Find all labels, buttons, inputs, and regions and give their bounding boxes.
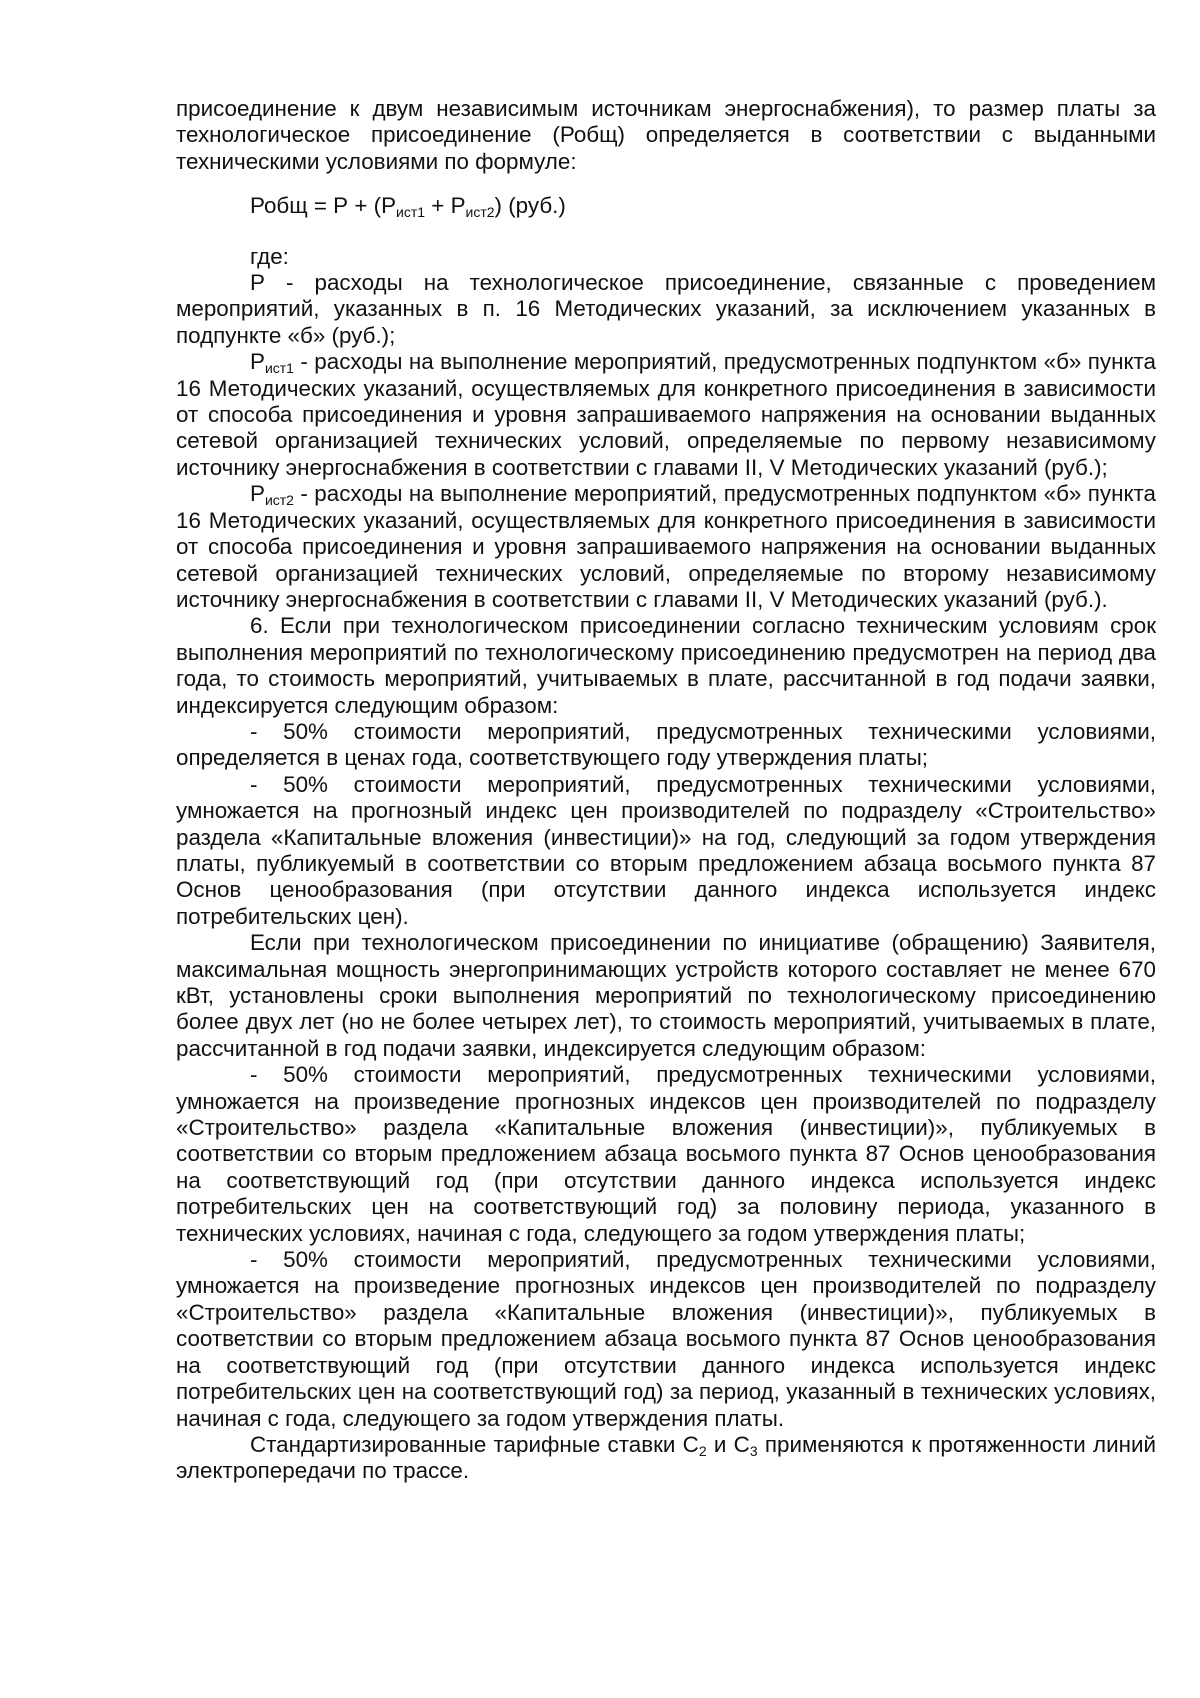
symbol-p: Р [250, 481, 265, 507]
where-label: где: [250, 243, 289, 269]
intro-paragraph: присоединение к двум независимым источникам энергоснабжения), то размер платы за технологическое присоединение (Робщ) определяется в соответствии с выданными техническими условиями по формуле: [176, 96, 1156, 174]
formula-sub1: ист1 [396, 204, 426, 221]
final-text-a: Стандартизированные тарифные ставки С [250, 1431, 699, 1457]
symbol-sub-ist2: ист2 [264, 492, 294, 509]
final-sub-2: 2 [698, 1442, 707, 1459]
clause-670kw-item-1: - 50% стоимости мероприятий, предусмотренных техническими условиями, умножается на произведение прогнозных индексов цен производителей по подразделу «Строительство» раздела «Капитальные вложения (инвестиции)», публикуемых в соответствии со вторым предложением абзаца восьмого пункта 87 Основ ценообразования на соответствующий год (при отсутствии данного индекса используется индекс потребительских цен на соответствующий год) за половину периода, указанного в технических условиях, начиная с года, следующего за годом утверждения платы; [176, 1062, 1156, 1246]
symbol-p: Р [250, 349, 265, 375]
definition-text-ist1: - расходы на выполнение мероприятий, предусмотренных подпунктом «б» пункта 16 Методических указаний, осуществляемых для конкретного присоединения в зависимости от способа присоединения и уровня запрашиваемого напряжения на основании выданных сетевой организацией технических условий, определяемые по первому независимому источнику энергоснабжения в соответствии с главами II, V Методических указаний (руб.); [176, 349, 1156, 480]
formula [176, 175, 1156, 237]
final-text-b: и С [706, 1431, 750, 1457]
definition-p: Р - расходы на технологическое присоединение, связанные с проведением мероприятий, указанных в п. 16 Методических указаний, за исключением указанных в подпункте «б» (руб.); [176, 270, 1156, 348]
formula-lhs: Робщ = Р + (Р [250, 193, 397, 219]
definition-text-ist2: - расходы на выполнение мероприятий, предусмотренных подпунктом «б» пункта 16 Методических указаний, осуществляемых для конкретного присоединения в зависимости от способа присоединения и уровня запрашиваемого напряжения на основании выданных сетевой организацией технических условий, определяемые по второму независимому источнику энергоснабжения в соответствии с главами II, V Методических указаний (руб.). [176, 481, 1156, 612]
formula-plus: + Р [425, 193, 466, 219]
clause-670kw-item-2: - 50% стоимости мероприятий, предусмотренных техническими условиями, умножается на произведение прогнозных индексов цен производителей по подразделу «Строительство» раздела «Капитальные вложения (инвестиции)», публикуемых в соответствии со вторым предложением абзаца восьмого пункта 87 Основ ценообразования на соответствующий год (при отсутствии данного индекса используется индекс потребительских цен на соответствующий год) за период, указанный в технических условиях, начиная с года, следующего за годом утверждения платы. [176, 1247, 1156, 1431]
definition-p-ist1 [176, 349, 1156, 481]
final-text-c: применяются к протяженности линий электропередачи по трассе. [176, 1431, 1156, 1484]
definition-p-ist2 [176, 481, 1156, 613]
final-sub-3: 3 [749, 1442, 758, 1459]
final-paragraph [176, 1432, 1156, 1485]
symbol-sub-ist1: ист1 [264, 360, 294, 377]
clause-6-item-2: - 50% стоимости мероприятий, предусмотренных техническими условиями, умножается на прогнозный индекс цен производителей по подразделу «Строительство» раздела «Капитальные вложения (инвестиции)» на год, следующий за годом утверждения платы, публикуемый в соответствии со вторым предложением абзаца восьмого пункта 87 Основ ценообразования (при отсутствии данного индекса используется индекс потребительских цен). [176, 771, 1156, 929]
clause-6-item-1: - 50% стоимости мероприятий, предусмотренных техническими условиями, определяется в ценах года, соответствующего году утверждения платы; [176, 718, 1156, 771]
clause-6: 6. Если при технологическом присоединении согласно техническим условиям срок выполнения мероприятий по технологическому присоединению предусмотрен на период два года, то стоимость мероприятий, учитываемых в плате, рассчитанной в год подачи заявки, индексируется следующим образом: [176, 613, 1156, 718]
document-page [176, 96, 1156, 1485]
formula-sub2: ист2 [465, 204, 495, 221]
clause-670kw: Если при технологическом присоединении по инициативе (обращению) Заявителя, максимальная мощность энергопринимающих устройств которого составляет не менее 670 кВт, установлены сроки выполнения мероприятий по технологическому присоединению более двух лет (но не более четырех лет), то стоимость мероприятий, учитываемых в плате, рассчитанной в год подачи заявки, индексируется следующим образом: [176, 930, 1156, 1061]
formula-rhs: ) (руб.) [494, 193, 566, 219]
